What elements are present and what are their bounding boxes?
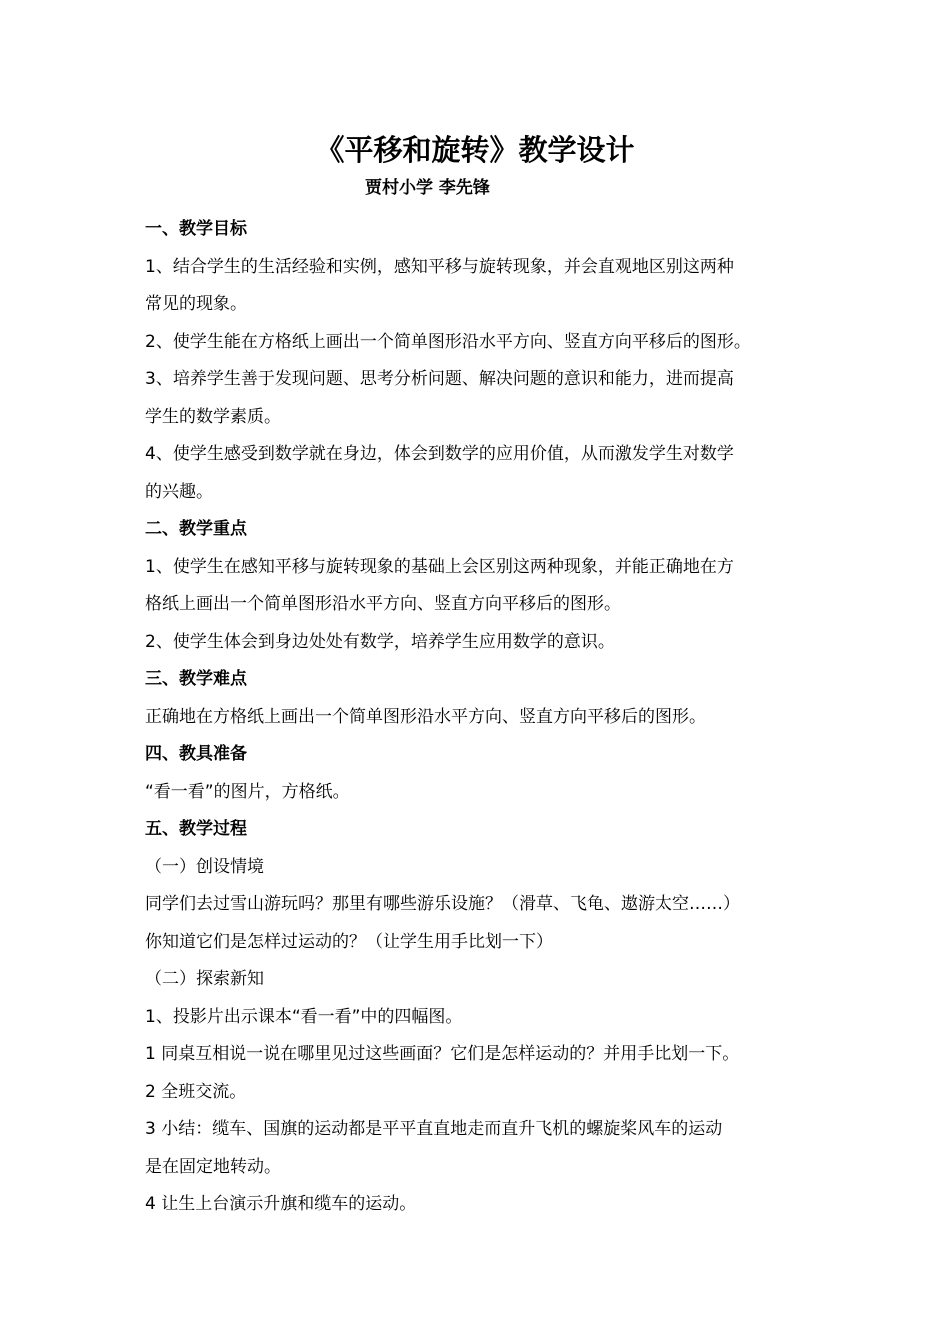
section-heading: 二、教学重点 bbox=[145, 519, 247, 539]
body-line: 学生的数学素质。 bbox=[145, 406, 281, 427]
body-line: （一）创设情境 bbox=[145, 856, 264, 877]
body-line: 同学们去过雪山游玩吗？那里有哪些游乐设施？（滑草、飞龟、遨游太空……） bbox=[145, 894, 740, 914]
document-body bbox=[145, 211, 825, 1224]
body-line: 格纸上画出一个简单图形沿水平方向、竖直方向平移后的图形。 bbox=[145, 594, 621, 614]
section-heading: 四、教具准备 bbox=[145, 744, 247, 764]
body-line: 常见的现象。 bbox=[145, 294, 247, 314]
section-heading: 一、教学目标 bbox=[145, 219, 247, 239]
body-line: 1、结合学生的生活经验和实例，感知平移与旋转现象，并会直观地区别这两种 bbox=[145, 256, 734, 277]
body-line: 4 让生上台演示升旗和缆车的运动。 bbox=[145, 1194, 417, 1214]
document-title: 《平移和旋转》教学设计 bbox=[315, 133, 635, 167]
body-line: 1、使学生在感知平移与旋转现象的基础上会区别这两种现象，并能正确地在方 bbox=[145, 556, 734, 577]
body-line: 1 同桌互相说一说在哪里见过这些画面？它们是怎样运动的？并用手比划一下。 bbox=[145, 1044, 740, 1064]
body-line: 3、培养学生善于发现问题、思考分析问题、解决问题的意识和能力，进而提高 bbox=[145, 369, 734, 389]
body-line: 4、使学生感受到数学就在身边，体会到数学的应用价值，从而激发学生对数学 bbox=[145, 444, 734, 464]
body-line: “看一看”的图片，方格纸。 bbox=[145, 781, 350, 802]
body-line: 2、使学生体会到身边处处有数学，培养学生应用数学的意识。 bbox=[145, 631, 615, 652]
body-line: （二）探索新知 bbox=[145, 969, 264, 989]
body-line: 2 全班交流。 bbox=[145, 1081, 247, 1102]
author-line: 贾村小学 李先锋 bbox=[365, 178, 490, 198]
body-line: 正确地在方格纸上画出一个简单图形沿水平方向、竖直方向平移后的图形。 bbox=[145, 706, 706, 727]
section-heading: 三、教学难点 bbox=[145, 669, 247, 689]
body-line: 你知道它们是怎样过运动的？（让学生用手比划一下） bbox=[145, 931, 553, 952]
body-line: 的兴趣。 bbox=[145, 481, 213, 502]
body-line: 是在固定地转动。 bbox=[145, 1156, 281, 1177]
section-heading: 五、教学过程 bbox=[145, 819, 247, 839]
body-line: 2、使学生能在方格纸上画出一个简单图形沿水平方向、竖直方向平移后的图形。 bbox=[145, 331, 751, 352]
body-line: 1、投影片出示课本“看一看”中的四幅图。 bbox=[145, 1006, 463, 1027]
body-line: 3 小结：缆车、国旗的运动都是平平直直地走而直升飞机的螺旋桨风车的运动 bbox=[145, 1119, 723, 1139]
